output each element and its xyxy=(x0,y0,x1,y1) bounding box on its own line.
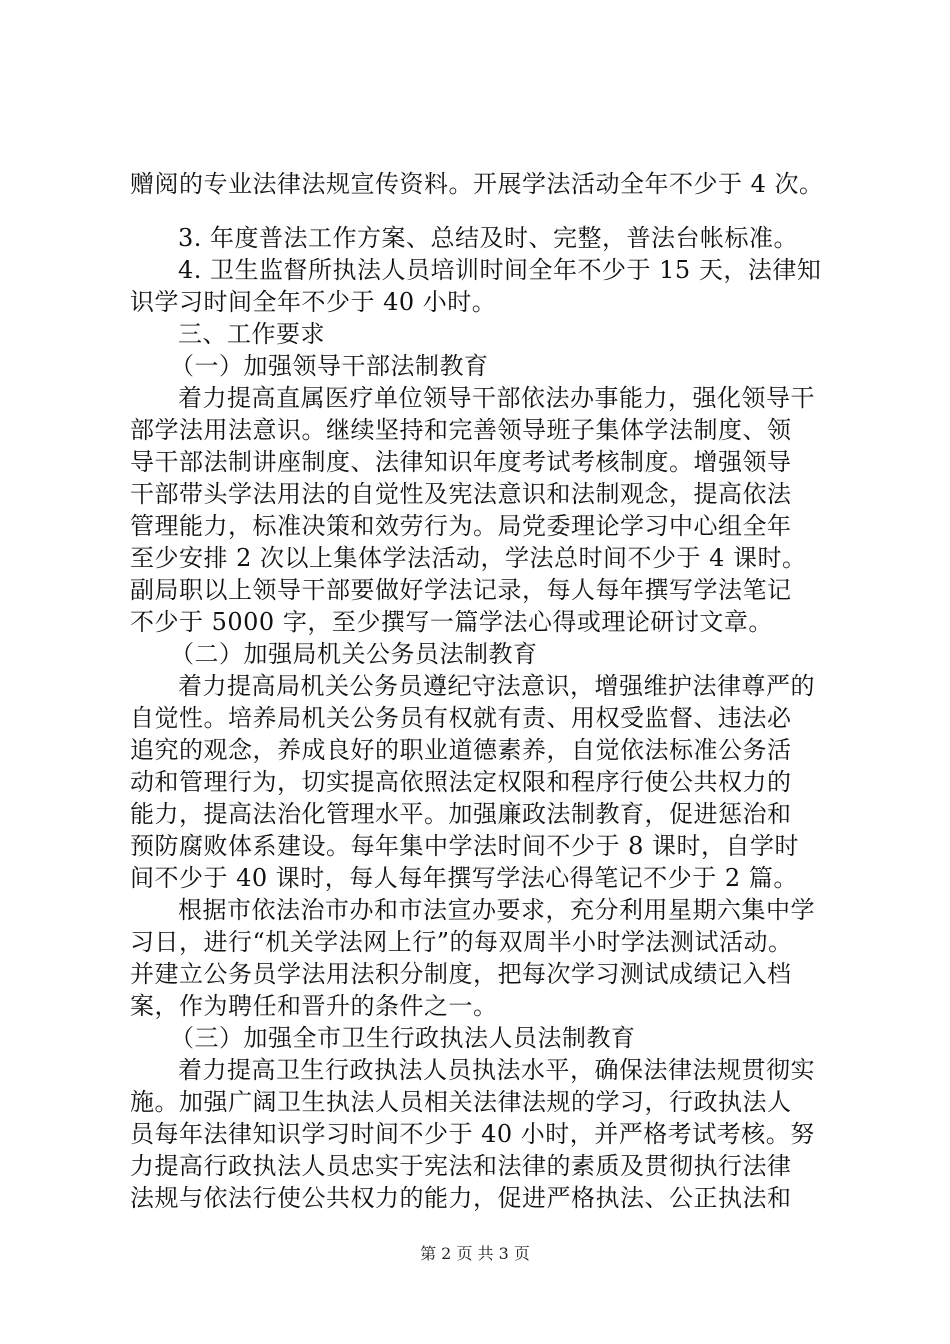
paragraph-line: 不少于 5000 字，至少撰写一篇学法心得或理论研讨文章。 xyxy=(130,608,773,636)
paragraph-line: 根据市依法治市办和市法宣办要求，充分利用星期六集中学 xyxy=(178,896,815,924)
paragraph-gap xyxy=(130,200,850,222)
list-item-4: 4. 卫生监督所执法人员培训时间全年不少于 15 天，法律知 xyxy=(178,256,822,284)
paragraph-line: 副局职以上领导干部要做好学法记录，每人每年撰写学法笔记 xyxy=(130,576,792,604)
paragraph-line: 法规与依法行使公共权力的能力，促进严格执法、公正执法和 xyxy=(130,1184,792,1212)
paragraph-line: 管理能力，标准决策和效劳行为。局党委理论学习中心组全年 xyxy=(130,512,792,540)
paragraph-line: 案，作为聘任和晋升的条件之一。 xyxy=(130,992,498,1020)
paragraph-line: 导干部法制讲座制度、法律知识年度考试考核制度。增强领导 xyxy=(130,448,792,476)
paragraph-line: 追究的观念，养成良好的职业道德素养，自觉依法标准公务活 xyxy=(130,736,792,764)
document-body xyxy=(130,168,850,1214)
paragraph-line: 预防腐败体系建设。每年集中学法时间不少于 8 课时，自学时 xyxy=(130,832,800,860)
section-heading: 三、工作要求 xyxy=(178,320,325,348)
paragraph-line: 赠阅的专业法律法规宣传资料。开展学法活动全年不少于 4 次。 xyxy=(130,170,824,198)
paragraph-line: 自觉性。培养局机关公务员有权就有责、用权受监督、违法必 xyxy=(130,704,792,732)
paragraph-line: 力提高行政执法人员忠实于宪法和法律的素质及贯彻执行法律 xyxy=(130,1152,792,1180)
paragraph-line: 并建立公务员学法用法积分制度，把每次学习测试成绩记入档 xyxy=(130,960,792,988)
subsection-heading-2: （二）加强局机关公务员法制教育 xyxy=(170,640,538,668)
subsection-heading-1: （一）加强领导干部法制教育 xyxy=(170,352,489,380)
paragraph-line: 着力提高卫生行政执法人员执法水平，确保法律法规贯彻实 xyxy=(178,1056,815,1084)
paragraph-line: 干部带头学法用法的自觉性及宪法意识和法制观念，提高依法 xyxy=(130,480,792,508)
paragraph-line: 识学习时间全年不少于 40 小时。 xyxy=(130,288,497,316)
subsection-heading-3: （三）加强全市卫生行政执法人员法制教育 xyxy=(170,1024,636,1052)
paragraph-line: 员每年法律知识学习时间不少于 40 小时，并严格考试考核。努 xyxy=(130,1120,815,1148)
paragraph-line: 能力，提高法治化管理水平。加强廉政法制教育，促进惩治和 xyxy=(130,800,792,828)
paragraph-line: 施。加强广阔卫生执法人员相关法律法规的学习，行政执法人 xyxy=(130,1088,792,1116)
paragraph-line: 着力提高直属医疗单位领导干部依法办事能力，强化领导干 xyxy=(178,384,815,412)
page-footer: 第 2 页 共 3 页 xyxy=(420,1244,530,1263)
paragraph-line: 着力提高局机关公务员遵纪守法意识，增强维护法律尊严的 xyxy=(178,672,815,700)
list-item-3: 3. 年度普法工作方案、总结及时、完整，普法台帐标准。 xyxy=(178,224,799,252)
paragraph-line: 习日，进行“机关学法网上行”的每双周半小时学法测试活动。 xyxy=(130,928,793,956)
paragraph-line: 间不少于 40 课时，每人每年撰写学法心得笔记不少于 2 篇。 xyxy=(130,864,798,892)
paragraph-line: 至少安排 2 次以上集体学法活动，学法总时间不少于 4 课时。 xyxy=(130,544,807,572)
paragraph-line: 动和管理行为，切实提高依照法定权限和程序行使公共权力的 xyxy=(130,768,792,796)
paragraph-line: 部学法用法意识。继续坚持和完善领导班子集体学法制度、领 xyxy=(130,416,792,444)
